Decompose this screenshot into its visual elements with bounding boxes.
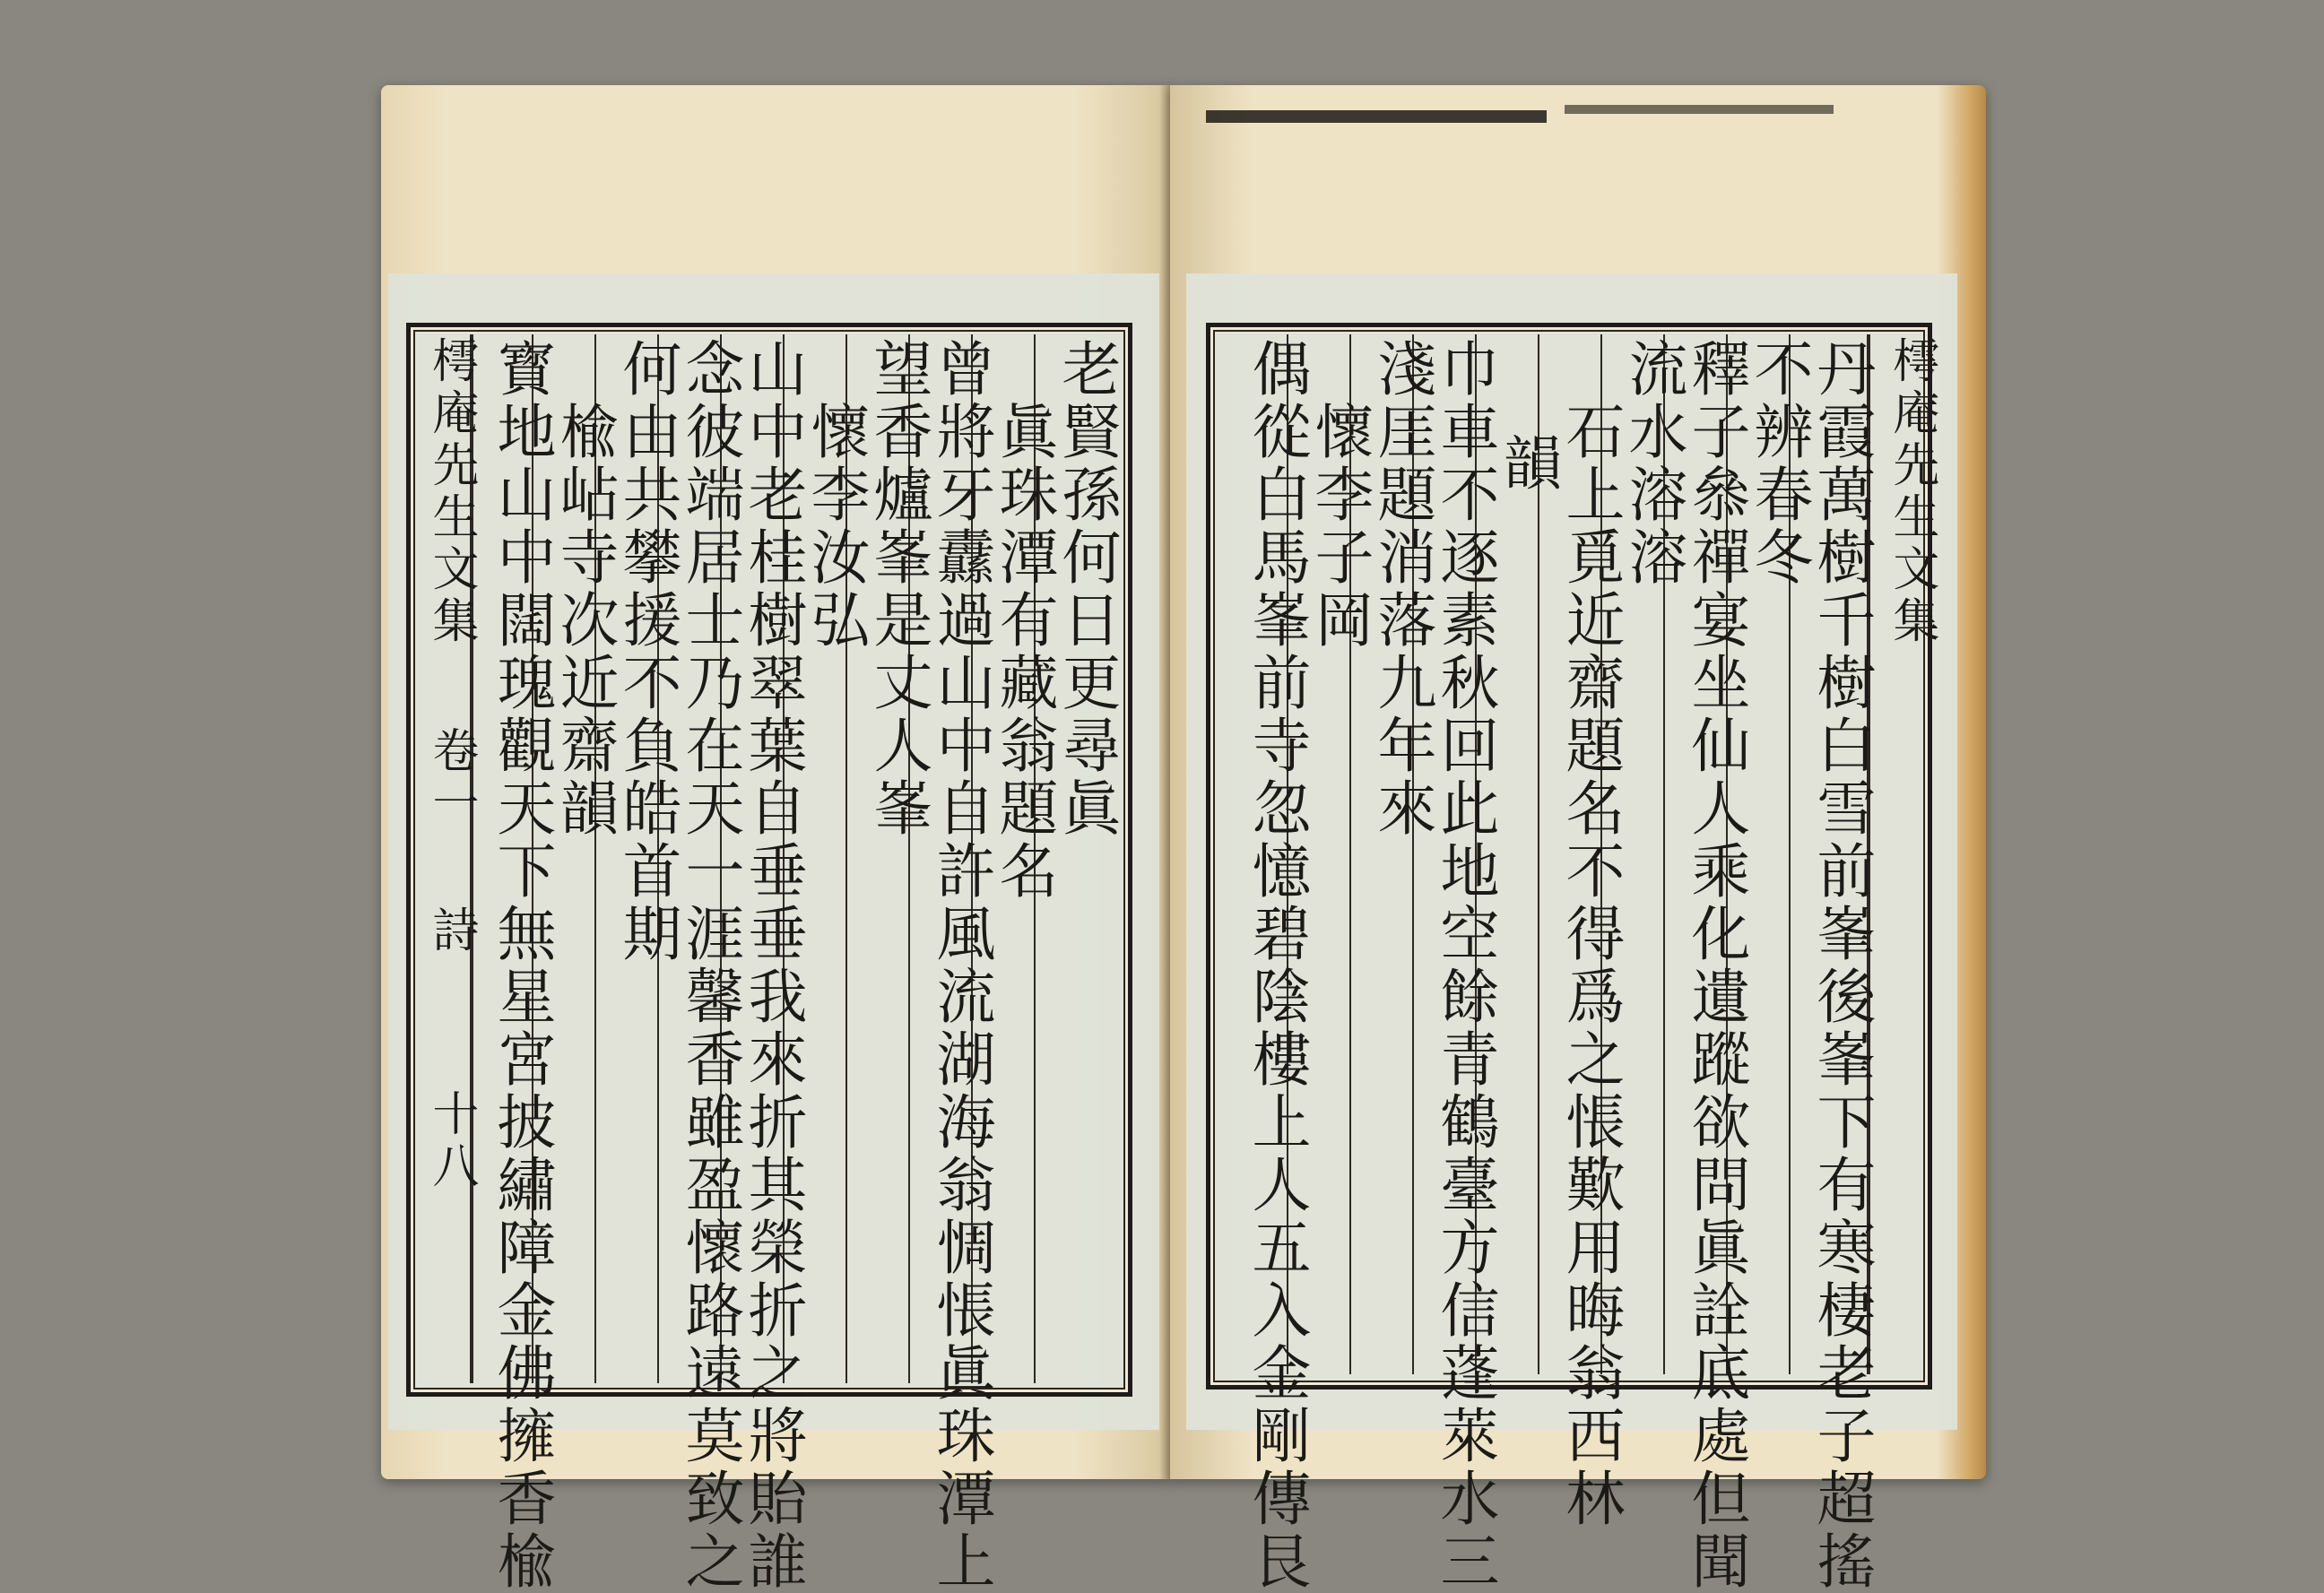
text-column: 石上覓近齋題名不得爲之悵歎用晦翁西林 [1556,401,1625,1530]
text-column: 淺厓題消落九年來 [1367,338,1436,840]
block-heart-folio: 十八 [424,1089,478,1193]
text-column: 流水溶溶 [1618,338,1687,589]
text-column: 眞珠潭有藏翁題名 [989,401,1058,903]
text-column: 念彼端居士乃在天一涯馨香雖盈懷路遠莫致之 [675,338,744,1593]
block-heart-title: 樗庵先生文集 [1885,336,1938,648]
text-column: 不辨春冬 [1744,338,1813,589]
text-column: 釋子叅禪宴坐仙人乘化遺蹤欲問眞詮底處但聞 [1681,338,1750,1593]
open-book [381,85,1986,1593]
right-page [1170,85,1986,1593]
worn-edge [1565,105,1834,114]
text-column: 老賢孫何日更尋眞 [1052,338,1121,840]
text-column: 巾車不逐素秋回此地空餘青鶴臺方信蓬萊水三 [1430,338,1499,1593]
text-column: 望香爐峯是丈人峯 [863,338,932,840]
text-column: 何由共攀援不負皓首期 [612,338,681,965]
text-column: 偶從白馬峯前寺忽憶碧陰樓上人五入金剛傳艮 [1242,338,1311,1593]
text-column: 山中老桂樹翠葉自垂垂我來折其榮折之將貽誰 [738,338,807,1593]
right-print-frame [1206,323,1938,1593]
block-heart-title: 樗庵先生文集 [424,336,478,648]
block-heart-section: 詩 [424,905,478,957]
text-column: 懷李子岡 [1305,401,1374,652]
block-heart-volume: 卷一 [424,726,478,830]
worn-edge [1206,110,1547,123]
text-column: 楡岾寺次近齋韻 [550,401,619,840]
text-column: 懷李汝弘 [801,401,870,652]
text-column: 韻 [1493,432,1562,495]
left-page [381,85,1170,1593]
left-print-frame [406,323,1132,1593]
text-column: 丹霞萬樹千樹白雪前峯後峯下有寒棲老子超搖 [1807,338,1876,1593]
text-column: 曾將牙纛過山中自許風流湖海翁惆悵眞珠潭上 [926,338,995,1593]
text-column: 寳地山中闊瑰觀天下無星宮披繡障金佛擁香楡 [487,338,556,1593]
